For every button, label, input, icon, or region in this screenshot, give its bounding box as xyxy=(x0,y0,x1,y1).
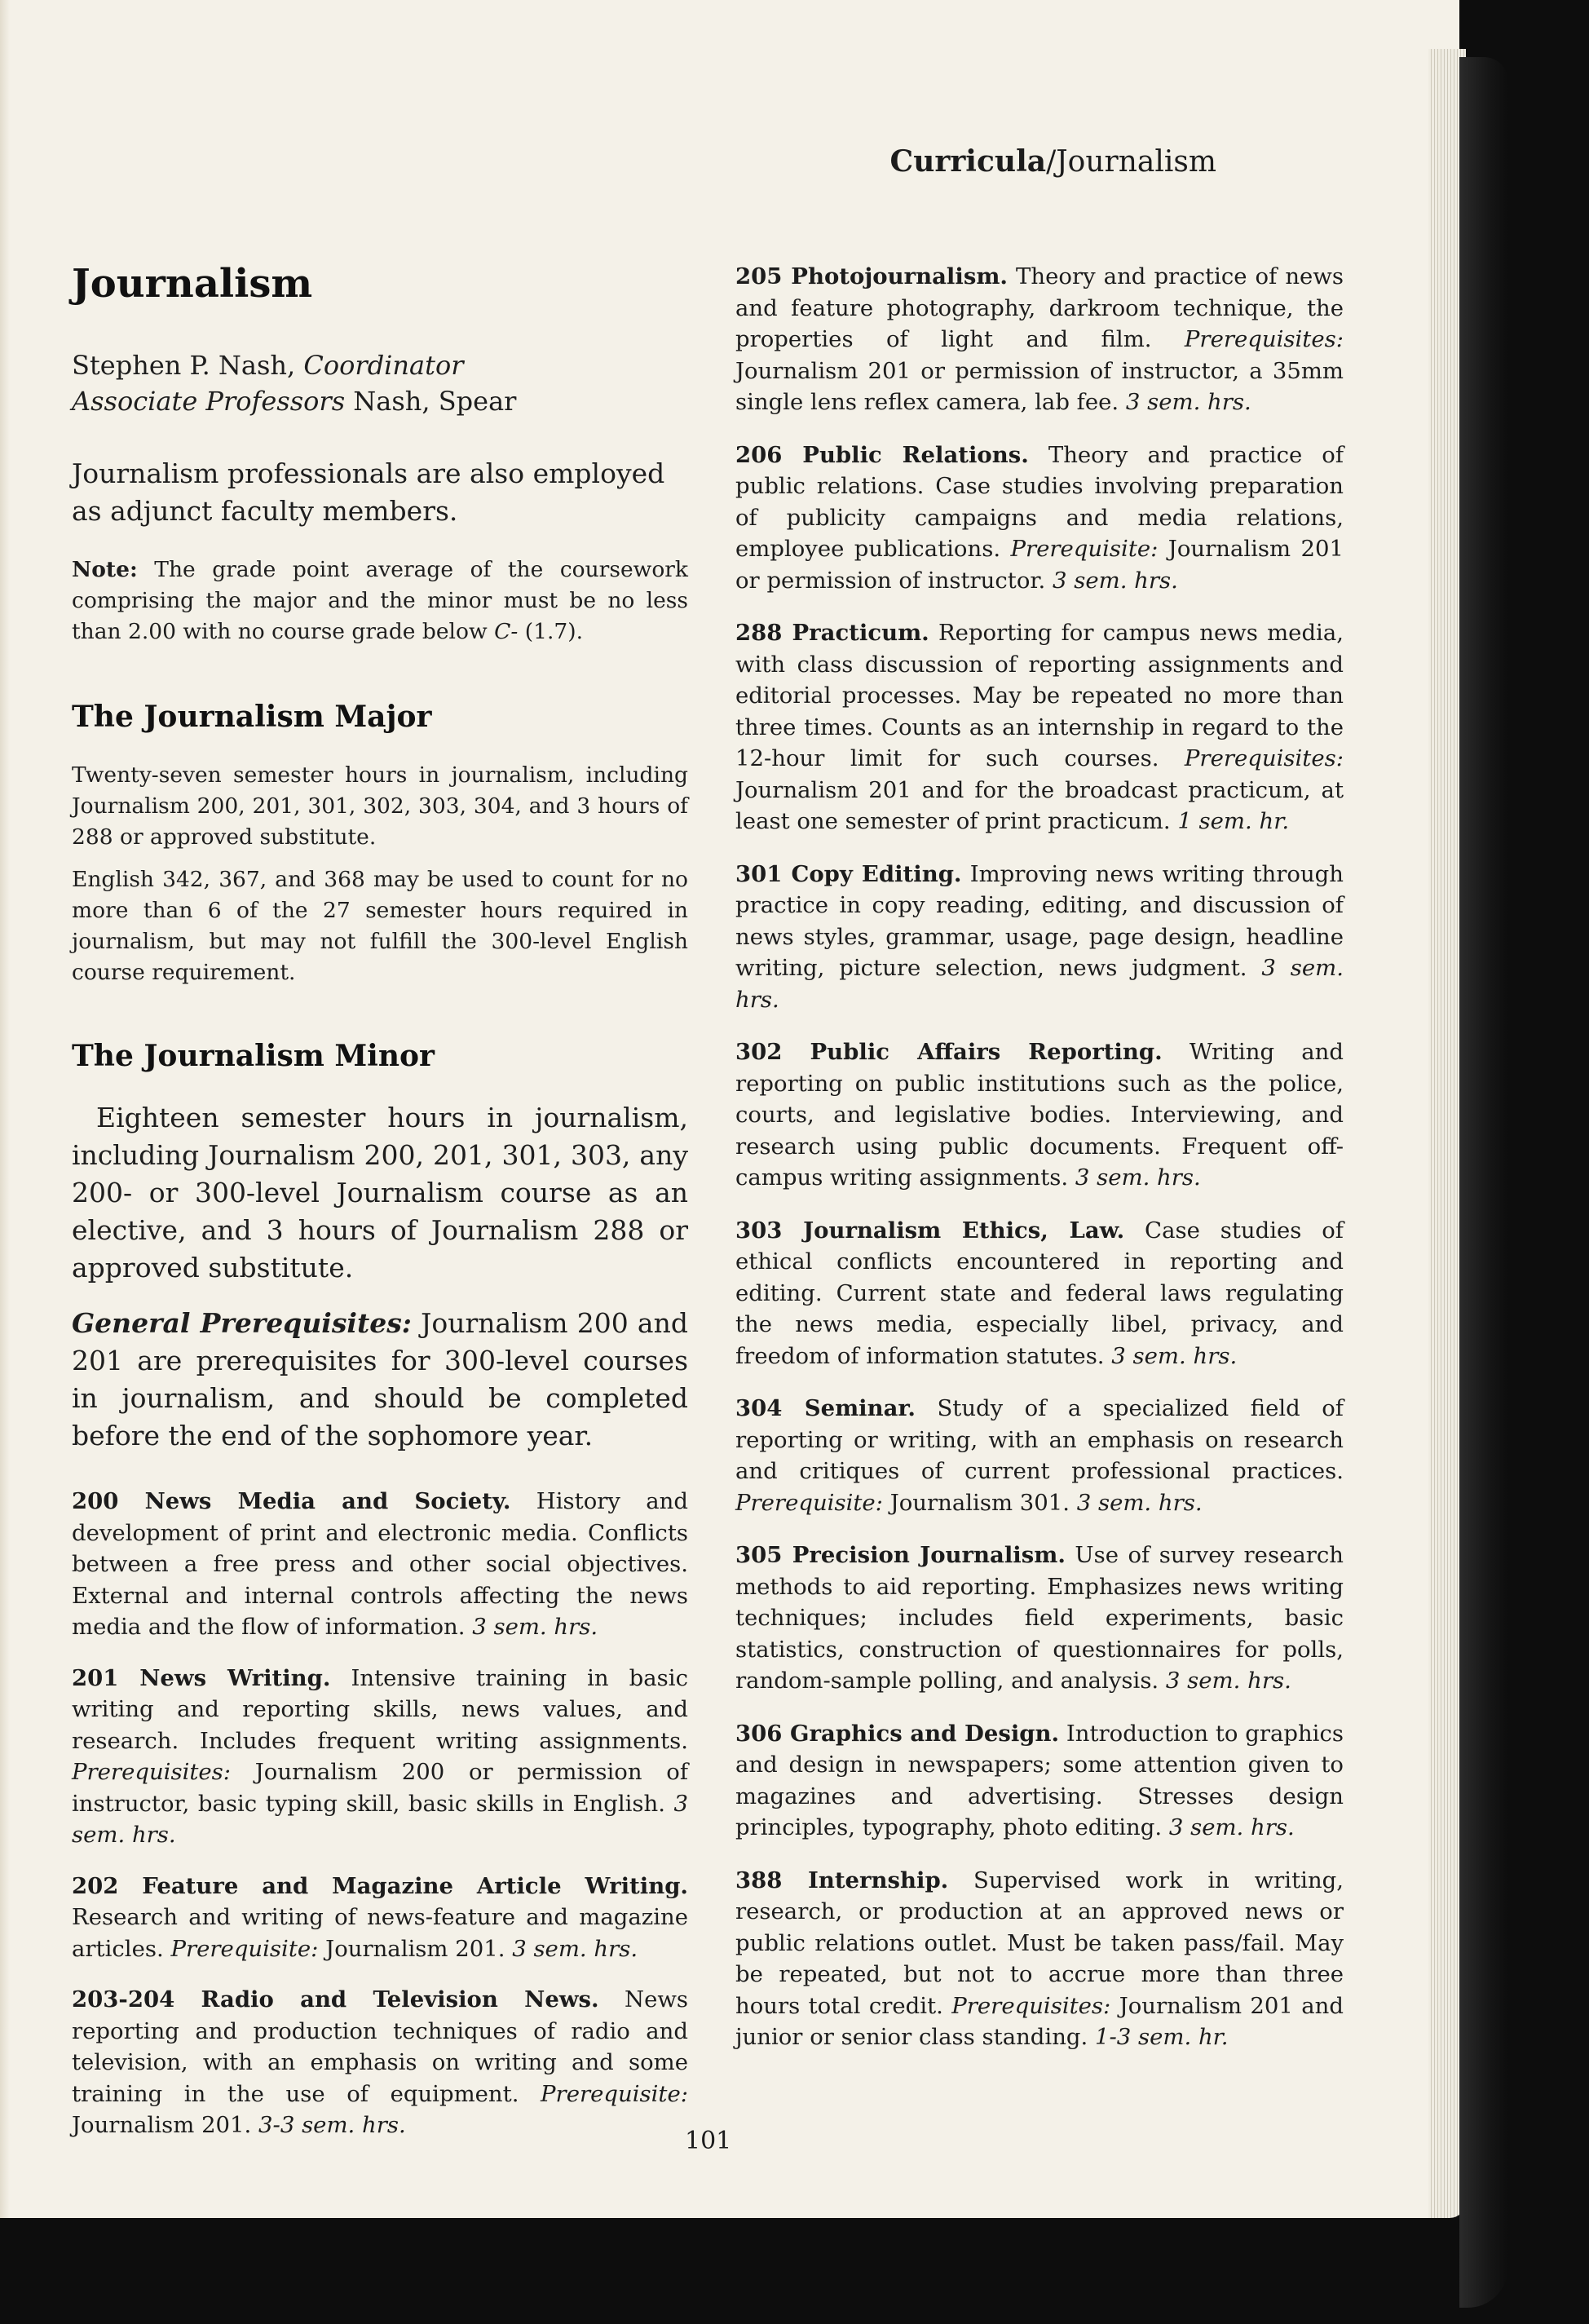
general-prerequisites-label: General Prerequisites: xyxy=(72,1307,412,1339)
course-credit: 3 sem. hrs. xyxy=(1053,567,1178,594)
course-credit: 3 sem. hrs. xyxy=(1165,1668,1291,1694)
course-title: 200 News Media and Society. xyxy=(72,1488,511,1514)
course-prereq-label: Prerequisite: xyxy=(1010,536,1159,562)
right-column xyxy=(735,261,1344,2053)
course-prereq-label: Prerequisites: xyxy=(1184,745,1344,771)
associate-line xyxy=(72,383,688,419)
course-credit: 1-3 sem. hr. xyxy=(1095,2024,1229,2050)
course-entry xyxy=(735,1540,1344,1697)
course-entry xyxy=(735,859,1344,1016)
course-description: Research and writing of news-feature and magazine articles. xyxy=(72,1904,688,1962)
course-entry xyxy=(735,1215,1344,1372)
course-prereq-label: Prerequisites: xyxy=(951,1992,1111,2019)
page-binding-shadow xyxy=(0,0,10,2218)
page-title: Journalism xyxy=(72,261,313,307)
course-entry xyxy=(72,1486,688,1643)
general-prerequisites-text: Journalism 200 and 201 are prerequisites for 300-level courses in journalism, and should be completed before the end of the sophomore year. xyxy=(72,1307,688,1451)
course-title: 202 Feature and Magazine Article Writing. xyxy=(72,1872,688,1899)
course-prereq: Journalism 201 or permission of instructor, a 35mm single lens reflex camera, lab fee. xyxy=(735,357,1344,415)
associate-label: Associate Professors xyxy=(72,386,346,417)
course-description: Study of a specialized field of reporting or writing, with an emphasis on research and critiques of current professional practices. xyxy=(735,1395,1344,1484)
course-description: Case studies of ethical conflicts encountered in reporting and editing. Current state and federal laws regulating the news media, especially libel, privacy, and freedom of information statutes. xyxy=(735,1217,1344,1369)
course-prereq: Journalism 201 or permission of instructor. xyxy=(735,536,1344,594)
course-entry xyxy=(735,1865,1344,2053)
course-credit: 3 sem. hrs. xyxy=(472,1614,598,1640)
general-prerequisites xyxy=(72,1305,688,1455)
course-description: News reporting and production techniques of radio and television, with an emphasis on writing and some training in the use of equipment. xyxy=(72,1986,688,2107)
grade-note-grade: C- xyxy=(494,619,519,644)
course-prereq: Journalism 201 and for the broadcast practicum, at least one semester of print practicum. xyxy=(735,776,1344,834)
course-prereq-label: Prerequisite: xyxy=(735,1489,883,1516)
course-title: 203-204 Radio and Television News. xyxy=(72,1986,599,2013)
course-entry xyxy=(735,1718,1344,1844)
course-prereq: Journalism 200 or permission of instructor, basic typing skill, basic skills in English. xyxy=(72,1759,688,1817)
course-description: Introduction to graphics and design in newspapers; some attention given to magazines and advertising. Stresses design principles, typography, photo editing. xyxy=(735,1720,1344,1840)
course-prereq-label: Prerequisites: xyxy=(72,1759,232,1785)
course-prereq: Journalism 301. xyxy=(882,1489,1077,1516)
grade-note-text-end: (1.7). xyxy=(518,619,584,644)
course-entry xyxy=(735,1393,1344,1518)
course-credit: 3-3 sem. hrs. xyxy=(258,2112,406,2138)
course-description: Theory and practice of public relations. Case studies involving preparation of publicity campaigns and media relations, employee publications. xyxy=(735,441,1344,562)
course-prereq: Journalism 201 and junior or senior class standing. xyxy=(735,1992,1344,2050)
page-number: 101 xyxy=(685,2127,732,2155)
course-title: 306 Graphics and Design. xyxy=(735,1720,1060,1747)
course-description: Intensive training in basic writing and reporting skills, news values, and research. Includes frequent writing assignments. xyxy=(72,1664,688,1754)
running-head xyxy=(890,144,1216,179)
course-title: 301 Copy Editing. xyxy=(735,860,962,887)
course-title: 303 Journalism Ethics, Law. xyxy=(735,1217,1125,1244)
course-credit: 3 sem. hrs. xyxy=(1076,1489,1203,1516)
coordinator-line xyxy=(72,347,688,383)
course-title: 304 Seminar. xyxy=(735,1395,916,1421)
course-prereq: Journalism 201. xyxy=(72,2112,259,2138)
coordinator-role: Coordinator xyxy=(303,350,464,381)
course-credit: 3 sem. hrs. xyxy=(1168,1814,1295,1840)
book-cover-edge xyxy=(1459,57,1508,2308)
course-entry xyxy=(72,1663,688,1851)
course-entry xyxy=(72,1984,688,2141)
course-description: Theory and practice of news and feature photography, darkroom technique, the properties of light and film. xyxy=(735,263,1344,352)
major-heading: The Journalism Major xyxy=(72,700,432,734)
course-description: Writing and reporting on public institutions such as the police, courts, and legislative bodies. Interviewing, and research using public documents. Frequent off-campus writing assignments. xyxy=(735,1039,1344,1191)
adjunct-note: Journalism professionals are also employed as adjunct faculty members. xyxy=(72,457,665,527)
course-title: 206 Public Relations. xyxy=(735,441,1029,468)
course-credit: 3 sem. hrs. xyxy=(735,955,1344,1013)
course-description: Use of survey research methods to aid reporting. Emphasizes news writing techniques; includes field experiments, basic statistics, construction of questionnaires for polls, random-sample polling, and analysis. xyxy=(735,1542,1344,1694)
course-prereq-label: Prerequisite: xyxy=(541,2080,688,2107)
associate-names: Nash, Spear xyxy=(345,386,517,417)
coordinator-name: Stephen P. Nash, xyxy=(72,350,304,381)
grade-note-text: The grade point average of the coursework comprising the major and the minor must be no less than 2.00 with no course grade below xyxy=(72,557,688,644)
course-title: 288 Practicum. xyxy=(735,620,929,646)
course-description: Supervised work in writing, research, or production at an approved news or public relations outlet. Must be taken pass/fail. May be repeated, but not to accrue more than three hours total credit. xyxy=(735,1867,1344,2019)
course-prereq-label: Prerequisite: xyxy=(170,1935,319,1962)
course-credit: 1 sem. hr. xyxy=(1177,808,1290,834)
grade-note xyxy=(72,554,688,647)
course-credit: 3 sem. hrs. xyxy=(1125,389,1251,415)
left-column xyxy=(72,261,688,2141)
running-head-subject: /Journalism xyxy=(1046,145,1216,179)
course-title: 302 Public Affairs Reporting. xyxy=(735,1039,1163,1065)
course-entry xyxy=(735,1036,1344,1194)
course-list-left xyxy=(72,1486,688,2141)
minor-heading: The Journalism Minor xyxy=(72,1039,435,1073)
course-prereq: Journalism 201. xyxy=(318,1935,513,1962)
course-title: 201 News Writing. xyxy=(72,1664,331,1691)
course-credit: 3 sem. hrs. xyxy=(1075,1164,1201,1191)
course-credit: 3 sem. hrs. xyxy=(72,1790,688,1848)
course-entry xyxy=(735,261,1344,418)
grade-note-label: Note: xyxy=(72,557,138,582)
course-prereq-label: Prerequisites: xyxy=(1184,326,1344,352)
course-credit: 3 sem. hrs. xyxy=(1111,1342,1238,1369)
major-english-note: English 342, 367, and 368 may be used to count for no more than 6 of the 27 semester hours required in journalism, but may not fulfill the 300-level English course requirement. xyxy=(72,867,688,985)
course-entry xyxy=(735,617,1344,837)
major-requirements: Twenty-seven semester hours in journalism, including Journalism 200, 201, 301, 302, 303, 304, and 3 hours of 288 or approved substitute. xyxy=(72,762,688,850)
course-description: Improving news writing through practice in copy reading, editing, and discussion of news styles, grammar, usage, page design, headline writing, picture selection, news judgment. xyxy=(735,860,1344,981)
faculty-block xyxy=(72,347,688,419)
course-description: Reporting for campus news media, with class discussion of reporting assignments and editorial processes. May be repeated no more than three times. Counts as an internship in regard to the 12-hour limit for such courses. xyxy=(735,620,1344,771)
course-entry xyxy=(72,1871,688,1965)
course-title: 388 Internship. xyxy=(735,1867,949,1893)
running-head-section: Curricula xyxy=(889,144,1047,179)
course-title: 205 Photojournalism. xyxy=(735,263,1008,289)
course-title: 305 Precision Journalism. xyxy=(735,1542,1066,1568)
course-description: History and development of print and electronic media. Conflicts between a free press and other social objectives. External and internal controls affecting the news media and the flow of information. xyxy=(72,1488,689,1640)
minor-requirements: Eighteen semester hours in journalism, including Journalism 200, 201, 301, 303, any 200- or 300-level Journalism course as an elective, and 3 hours of Journalism 288 or approved substitute. xyxy=(72,1102,688,1284)
course-entry xyxy=(735,440,1344,597)
course-credit: 3 sem. hrs. xyxy=(512,1935,638,1962)
